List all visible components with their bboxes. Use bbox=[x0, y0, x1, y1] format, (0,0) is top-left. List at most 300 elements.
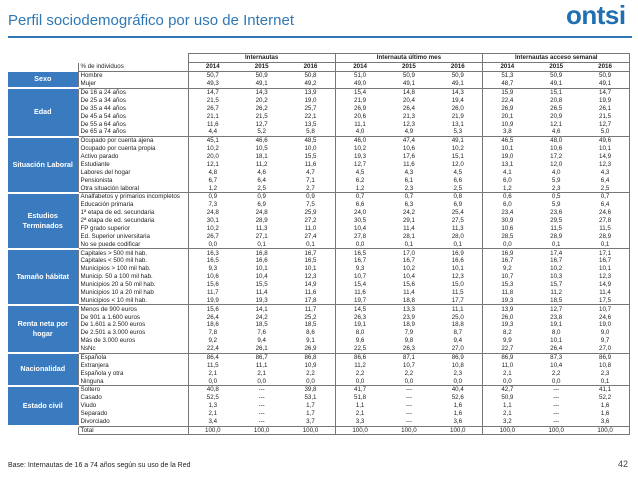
value-cell: 4,0 bbox=[335, 128, 384, 136]
value-cell: 16,9 bbox=[433, 249, 482, 257]
value-cell: 26,3 bbox=[402, 345, 415, 353]
value-cell: 27,0 bbox=[451, 345, 464, 353]
value-cell: 48,5 bbox=[286, 137, 335, 145]
table-row bbox=[8, 369, 630, 377]
value-cell: 19,3 bbox=[483, 321, 532, 329]
value-cell: 27,4 bbox=[304, 232, 317, 240]
value-cell: 11,2 bbox=[550, 288, 562, 296]
table-row bbox=[8, 321, 630, 329]
value-cell: 50,7 bbox=[188, 72, 237, 80]
table-row bbox=[8, 289, 630, 297]
value-cell: 15,1 bbox=[451, 153, 464, 161]
value-cell: 21,3 bbox=[402, 112, 415, 120]
value-cell: 6,7 bbox=[188, 176, 237, 184]
row-label: Labores del hogar bbox=[78, 169, 188, 177]
value-cell: 11,2 bbox=[255, 160, 268, 168]
value-cell: 9,9 bbox=[483, 337, 532, 345]
value-cell: 26,9 bbox=[483, 105, 532, 113]
value-cell: --- bbox=[553, 417, 560, 425]
value-cell: 24,8 bbox=[188, 209, 237, 217]
total-value-cell: 100,0 bbox=[483, 426, 532, 435]
value-cell: 50,9 bbox=[237, 72, 286, 80]
value-cell: 24,2 bbox=[402, 209, 415, 217]
value-cell: 24,6 bbox=[581, 209, 630, 217]
value-cell: 9,4 bbox=[453, 337, 463, 345]
total-value-cell: 100,0 bbox=[433, 426, 482, 435]
value-cell: 22,1 bbox=[304, 112, 317, 120]
row-label: Española y otra bbox=[78, 369, 188, 377]
row-label: FP grado superior bbox=[78, 225, 188, 233]
value-cell: 15,5 bbox=[304, 153, 317, 161]
col-group-ultimo-mes: Internauta último mes bbox=[335, 54, 482, 63]
value-cell: 3,6 bbox=[581, 418, 630, 426]
value-cell: 2,1 bbox=[483, 369, 532, 377]
value-cell: 10,7 bbox=[483, 273, 532, 281]
value-cell: 2,3 bbox=[581, 369, 630, 377]
value-cell: 19,9 bbox=[188, 297, 237, 305]
value-cell: 51,8 bbox=[335, 394, 384, 402]
value-cell: 21,5 bbox=[188, 97, 237, 105]
value-cell: 7,5 bbox=[306, 201, 315, 209]
row-label: Viudo bbox=[78, 402, 188, 410]
footnote: Base: Internautas de 16 a 74 años según su uso de la Red bbox=[8, 462, 191, 469]
value-cell: 11,5 bbox=[550, 224, 562, 232]
value-cell: 48,7 bbox=[483, 80, 532, 88]
value-cell: 86,4 bbox=[188, 353, 237, 361]
value-cell: 19,0 bbox=[483, 153, 532, 161]
value-cell: 1,3 bbox=[188, 402, 237, 410]
value-cell: 12,7 bbox=[335, 161, 384, 169]
sociodemographic-table bbox=[8, 53, 630, 435]
value-cell: 16,3 bbox=[188, 249, 237, 257]
value-cell: 1,6 bbox=[453, 410, 463, 418]
value-cell: 11,4 bbox=[403, 224, 415, 232]
value-cell: 19,3 bbox=[335, 153, 384, 161]
value-cell: 0,0 bbox=[335, 240, 384, 248]
value-cell: 9,2 bbox=[188, 337, 237, 345]
table-row bbox=[8, 345, 630, 353]
value-cell: 15,6 bbox=[188, 305, 237, 313]
value-cell: 7,3 bbox=[188, 201, 237, 209]
value-cell: 50,9 bbox=[532, 72, 581, 80]
value-cell: 27,0 bbox=[581, 345, 630, 353]
table-row bbox=[8, 313, 630, 321]
total-value-cell: 100,0 bbox=[188, 426, 237, 435]
value-cell: 16,5 bbox=[335, 249, 384, 257]
value-cell: 16,6 bbox=[255, 257, 268, 265]
value-cell: 20,1 bbox=[483, 112, 532, 120]
value-cell: 10,1 bbox=[451, 265, 464, 273]
total-value-cell: 100,0 bbox=[286, 426, 335, 435]
value-cell: 1,7 bbox=[306, 410, 315, 418]
table-row bbox=[8, 184, 630, 192]
row-label: Municipios 10 a 20 mil hab bbox=[78, 289, 188, 297]
table-row bbox=[8, 137, 630, 145]
value-cell: 10,6 bbox=[550, 145, 563, 153]
year-header: 2015 bbox=[532, 63, 581, 72]
value-cell: 10,4 bbox=[255, 273, 268, 281]
value-cell: 86,9 bbox=[483, 353, 532, 361]
value-cell: 49,3 bbox=[188, 80, 237, 88]
value-cell: 0,0 bbox=[453, 377, 463, 385]
value-cell: 30,1 bbox=[188, 217, 237, 225]
value-cell: 1,2 bbox=[483, 184, 532, 192]
value-cell: 0,1 bbox=[551, 240, 561, 248]
value-cell: 26,7 bbox=[188, 233, 237, 241]
row-label: Española bbox=[78, 353, 188, 361]
value-cell: 15,1 bbox=[532, 88, 581, 96]
value-cell: 12,3 bbox=[304, 273, 317, 281]
value-cell: 18,9 bbox=[402, 321, 415, 329]
value-cell: 5,2 bbox=[257, 128, 266, 136]
value-cell: 6,3 bbox=[404, 201, 414, 209]
value-cell: 40,8 bbox=[188, 386, 237, 394]
value-cell: 10,2 bbox=[402, 265, 415, 273]
value-cell: 5,0 bbox=[581, 128, 630, 136]
value-cell: 14,8 bbox=[384, 88, 433, 96]
value-cell: 4,0 bbox=[551, 168, 561, 176]
group-label: Edad bbox=[8, 88, 78, 136]
value-cell: 20,8 bbox=[550, 96, 563, 104]
value-cell: 11,8 bbox=[483, 289, 532, 297]
value-cell: 15,4 bbox=[335, 88, 384, 96]
title-divider bbox=[8, 36, 632, 38]
value-cell: 10,6 bbox=[483, 225, 532, 233]
value-cell: --- bbox=[258, 402, 265, 410]
value-cell: 4,4 bbox=[188, 128, 237, 136]
year-header: 2014 bbox=[483, 63, 532, 72]
value-cell: 4,5 bbox=[335, 169, 384, 177]
row-label: De 1.601 a 2.500 euros bbox=[78, 321, 188, 329]
value-cell: 10,8 bbox=[451, 361, 464, 369]
value-cell: 0,0 bbox=[483, 240, 532, 248]
value-cell: 50,9 bbox=[433, 72, 482, 80]
value-cell: 49,1 bbox=[402, 80, 415, 88]
value-cell: 3,3 bbox=[335, 418, 384, 426]
value-cell: 12,7 bbox=[255, 120, 268, 128]
table-row bbox=[8, 410, 630, 418]
value-cell: 11,6 bbox=[304, 288, 317, 296]
value-cell: 50,9 bbox=[581, 72, 630, 80]
value-cell: 11,5 bbox=[581, 225, 630, 233]
row-label: Ocupado por cuenta propia bbox=[78, 145, 188, 153]
value-cell: 14,7 bbox=[188, 88, 237, 96]
year-header: 2016 bbox=[581, 63, 630, 72]
value-cell: 10,4 bbox=[550, 361, 563, 369]
value-cell: 14,3 bbox=[237, 88, 286, 96]
value-cell: 16,7 bbox=[483, 257, 532, 265]
table-row bbox=[8, 329, 630, 337]
total-value-cell: 100,0 bbox=[335, 426, 384, 435]
value-cell: 52,5 bbox=[188, 394, 237, 402]
value-cell: 11,4 bbox=[581, 289, 630, 297]
value-cell: 27,8 bbox=[335, 233, 384, 241]
value-cell: 19,1 bbox=[335, 321, 384, 329]
group-label: Situación Laboral bbox=[8, 137, 78, 193]
value-cell: 0,6 bbox=[483, 193, 532, 201]
value-cell: 39,8 bbox=[286, 386, 335, 394]
value-cell: 4,9 bbox=[404, 128, 414, 136]
value-cell: 29,5 bbox=[550, 217, 563, 225]
value-cell: 1,2 bbox=[335, 184, 384, 192]
value-cell: 10,1 bbox=[255, 265, 268, 273]
value-cell: 19,3 bbox=[255, 296, 268, 304]
group-label: Estado civil bbox=[8, 386, 78, 426]
value-cell: 5,8 bbox=[306, 128, 315, 136]
value-cell: 87,1 bbox=[384, 353, 433, 361]
value-cell: 5,9 bbox=[551, 176, 561, 184]
row-label: Estudiante bbox=[78, 161, 188, 169]
value-cell: 15,0 bbox=[451, 281, 464, 289]
value-cell: 19,1 bbox=[550, 321, 563, 329]
value-cell: 11,3 bbox=[255, 224, 268, 232]
empty-cell bbox=[8, 426, 78, 435]
value-cell: 25,4 bbox=[451, 209, 464, 217]
value-cell: 0,7 bbox=[581, 193, 630, 201]
value-cell: 26,4 bbox=[402, 104, 415, 112]
row-label: Analfabetos y primarios incompletos bbox=[78, 193, 188, 201]
value-cell: 9,1 bbox=[306, 337, 315, 345]
table-row bbox=[8, 169, 630, 177]
value-cell: 86,9 bbox=[433, 353, 482, 361]
group-label: Tamaño hábitat bbox=[8, 249, 78, 305]
value-cell: 18,5 bbox=[550, 296, 563, 304]
value-cell: 26,1 bbox=[581, 105, 630, 113]
value-cell: 49,1 bbox=[255, 80, 268, 88]
value-cell: 21,5 bbox=[255, 112, 268, 120]
value-cell: 16,7 bbox=[286, 249, 335, 257]
value-cell: 9,3 bbox=[335, 265, 384, 273]
value-cell: 11,0 bbox=[483, 362, 532, 370]
table-row bbox=[8, 72, 630, 80]
value-cell: 46,0 bbox=[335, 137, 384, 145]
unit-label: % de individuos bbox=[78, 63, 188, 72]
value-cell: 0,0 bbox=[404, 377, 414, 385]
value-cell: 19,3 bbox=[483, 297, 532, 305]
value-cell: 17,1 bbox=[581, 249, 630, 257]
row-label: 1ª etapa de ed. secundaria bbox=[78, 209, 188, 217]
value-cell: 7,8 bbox=[188, 329, 237, 337]
value-cell: 2,5 bbox=[257, 184, 266, 192]
value-cell: 10,2 bbox=[335, 145, 384, 153]
table-row bbox=[8, 209, 630, 217]
row-label: No se puede codificar bbox=[78, 240, 188, 248]
value-cell: 10,9 bbox=[304, 361, 317, 369]
value-cell: 11,6 bbox=[304, 160, 317, 168]
value-cell: 27,2 bbox=[304, 217, 317, 225]
value-cell: --- bbox=[405, 402, 413, 410]
value-cell: 2,2 bbox=[404, 369, 414, 377]
value-cell: 6,6 bbox=[453, 176, 463, 184]
value-cell: 50,9 bbox=[384, 72, 433, 80]
table-row bbox=[8, 249, 630, 257]
row-label: Educación primaria bbox=[78, 201, 188, 209]
value-cell: 15,4 bbox=[335, 281, 384, 289]
value-cell: 8,0 bbox=[551, 329, 561, 337]
value-cell: 18,1 bbox=[255, 153, 268, 161]
value-cell: 2,7 bbox=[306, 184, 315, 192]
row-label: Ed. Superior universitaria bbox=[78, 233, 188, 241]
value-cell: 12,0 bbox=[550, 160, 563, 168]
value-cell: 49,1 bbox=[581, 80, 630, 88]
value-cell: 15,6 bbox=[188, 281, 237, 289]
value-cell: 13,1 bbox=[451, 120, 464, 128]
value-cell: 14,7 bbox=[581, 88, 630, 96]
value-cell: 6,2 bbox=[335, 176, 384, 184]
table-row bbox=[8, 145, 630, 153]
table-row bbox=[8, 353, 630, 361]
group-label: Nacionalidad bbox=[8, 353, 78, 386]
value-cell: 0,9 bbox=[237, 193, 286, 201]
value-cell: 6,9 bbox=[453, 201, 463, 209]
column-group-header-row bbox=[8, 54, 630, 63]
value-cell: 28,0 bbox=[451, 232, 464, 240]
value-cell: 26,1 bbox=[255, 345, 268, 353]
value-cell: 4,7 bbox=[306, 168, 315, 176]
value-cell: 8,6 bbox=[306, 329, 315, 337]
value-cell: 11,1 bbox=[255, 361, 268, 369]
row-label: De 2.501 a 3.000 euros bbox=[78, 329, 188, 337]
table-row bbox=[8, 362, 630, 370]
row-label: Ninguna bbox=[78, 377, 188, 385]
row-label: Municipios < 10 mil hab. bbox=[78, 297, 188, 305]
value-cell: 50,8 bbox=[286, 72, 335, 80]
value-cell: 53,1 bbox=[304, 394, 317, 402]
year-header: 2016 bbox=[433, 63, 482, 72]
value-cell: 17,7 bbox=[451, 296, 464, 304]
value-cell: 12,1 bbox=[188, 161, 237, 169]
value-cell: 86,8 bbox=[286, 353, 335, 361]
value-cell: 10,4 bbox=[402, 273, 415, 281]
value-cell: 22,7 bbox=[483, 345, 532, 353]
value-cell: 11,5 bbox=[188, 362, 237, 370]
value-cell: 15,6 bbox=[402, 281, 415, 289]
value-cell: 16,5 bbox=[304, 257, 317, 265]
value-cell: --- bbox=[405, 394, 413, 402]
value-cell: 10,2 bbox=[451, 145, 464, 153]
row-label: Capitales > 500 mil hab. bbox=[78, 249, 188, 257]
value-cell: 11,4 bbox=[255, 288, 268, 296]
value-cell: 26,4 bbox=[188, 313, 237, 321]
value-cell: 23,8 bbox=[550, 313, 563, 321]
page-title: Perfil sociodemográfico por uso de Internet bbox=[8, 12, 294, 29]
value-cell: 13,5 bbox=[304, 120, 317, 128]
value-cell: 29,1 bbox=[402, 217, 415, 225]
row-label: Hombre bbox=[78, 72, 188, 80]
value-cell: 46,5 bbox=[483, 137, 532, 145]
value-cell: 26,2 bbox=[255, 104, 268, 112]
row-label: Casado bbox=[78, 394, 188, 402]
value-cell: 0,1 bbox=[404, 240, 414, 248]
table-row bbox=[8, 337, 630, 345]
value-cell: 11,3 bbox=[451, 224, 464, 232]
value-cell: 10,2 bbox=[188, 145, 237, 153]
row-label: De 65 a 74 años bbox=[78, 128, 188, 136]
value-cell: 12,3 bbox=[581, 161, 630, 169]
value-cell: 0,1 bbox=[257, 240, 266, 248]
value-cell: 2,1 bbox=[188, 369, 237, 377]
row-label: 2ª etapa de ed. secundaria bbox=[78, 217, 188, 225]
table-row bbox=[8, 402, 630, 410]
table-row bbox=[8, 273, 630, 281]
row-label: Divorciado bbox=[78, 418, 188, 426]
value-cell: 2,1 bbox=[257, 369, 266, 377]
value-cell: 19,0 bbox=[581, 321, 630, 329]
value-cell: 6,9 bbox=[257, 201, 266, 209]
value-cell: 14,9 bbox=[581, 281, 630, 289]
value-cell: 0,0 bbox=[483, 377, 532, 385]
value-cell: 18,8 bbox=[451, 321, 464, 329]
value-cell: 16,6 bbox=[451, 257, 464, 265]
value-cell: 11,7 bbox=[286, 305, 335, 313]
row-label: Pensionista bbox=[78, 176, 188, 184]
value-cell: 6,4 bbox=[257, 176, 266, 184]
value-cell: 3,4 bbox=[188, 418, 237, 426]
year-header: 2014 bbox=[335, 63, 384, 72]
value-cell: 21,5 bbox=[581, 112, 630, 120]
value-cell: 16,7 bbox=[335, 257, 384, 265]
row-label: De 25 a 34 años bbox=[78, 97, 188, 105]
value-cell: 22,5 bbox=[335, 345, 384, 353]
value-cell: 49,6 bbox=[581, 137, 630, 145]
table-row bbox=[8, 377, 630, 385]
value-cell: 20,6 bbox=[335, 112, 384, 120]
value-cell: 2,5 bbox=[581, 184, 630, 192]
value-cell: 10,1 bbox=[483, 145, 532, 153]
value-cell: 49,1 bbox=[433, 137, 482, 145]
value-cell: 2,3 bbox=[404, 184, 414, 192]
row-label: De 901 a 1.600 euros bbox=[78, 313, 188, 321]
value-cell: 27,5 bbox=[451, 217, 464, 225]
value-cell: 14,3 bbox=[433, 88, 482, 96]
value-cell: 52,6 bbox=[451, 394, 464, 402]
value-cell: 13,3 bbox=[384, 305, 433, 313]
value-cell: 15,5 bbox=[255, 281, 268, 289]
value-cell: 24,6 bbox=[581, 313, 630, 321]
value-cell: 16,9 bbox=[483, 249, 532, 257]
value-cell: 4,8 bbox=[188, 169, 237, 177]
value-cell: 10,4 bbox=[335, 225, 384, 233]
value-cell: 52,2 bbox=[581, 394, 630, 402]
value-cell: 10,7 bbox=[335, 273, 384, 281]
value-cell: 86,6 bbox=[335, 353, 384, 361]
value-cell: 2,2 bbox=[551, 369, 561, 377]
value-cell: 30,9 bbox=[483, 217, 532, 225]
value-cell: 2,2 bbox=[335, 369, 384, 377]
value-cell: 17,2 bbox=[550, 153, 563, 161]
value-cell: 26,7 bbox=[188, 105, 237, 113]
value-cell: 47,4 bbox=[384, 137, 433, 145]
value-cell: 11,1 bbox=[433, 305, 482, 313]
value-cell: 1,2 bbox=[188, 184, 237, 192]
col-group-acceso-semanal: Internautas acceso semanal bbox=[483, 54, 630, 63]
group-label: Estudios Terminados bbox=[8, 193, 78, 249]
value-cell: 0,0 bbox=[257, 377, 266, 385]
value-cell: 22,4 bbox=[188, 345, 237, 353]
value-cell: 7,9 bbox=[404, 329, 414, 337]
value-cell: 12,0 bbox=[451, 160, 464, 168]
value-cell: 8,0 bbox=[335, 329, 384, 337]
value-cell: 4,3 bbox=[581, 169, 630, 177]
table-row bbox=[8, 265, 630, 273]
table-row bbox=[8, 225, 630, 233]
value-cell: 13,9 bbox=[286, 88, 335, 96]
value-cell: 4,3 bbox=[404, 168, 414, 176]
value-cell: 13,1 bbox=[483, 161, 532, 169]
value-cell: 51,0 bbox=[335, 72, 384, 80]
value-cell: 49,2 bbox=[304, 80, 317, 88]
row-label: Otra situación laboral bbox=[78, 184, 188, 192]
